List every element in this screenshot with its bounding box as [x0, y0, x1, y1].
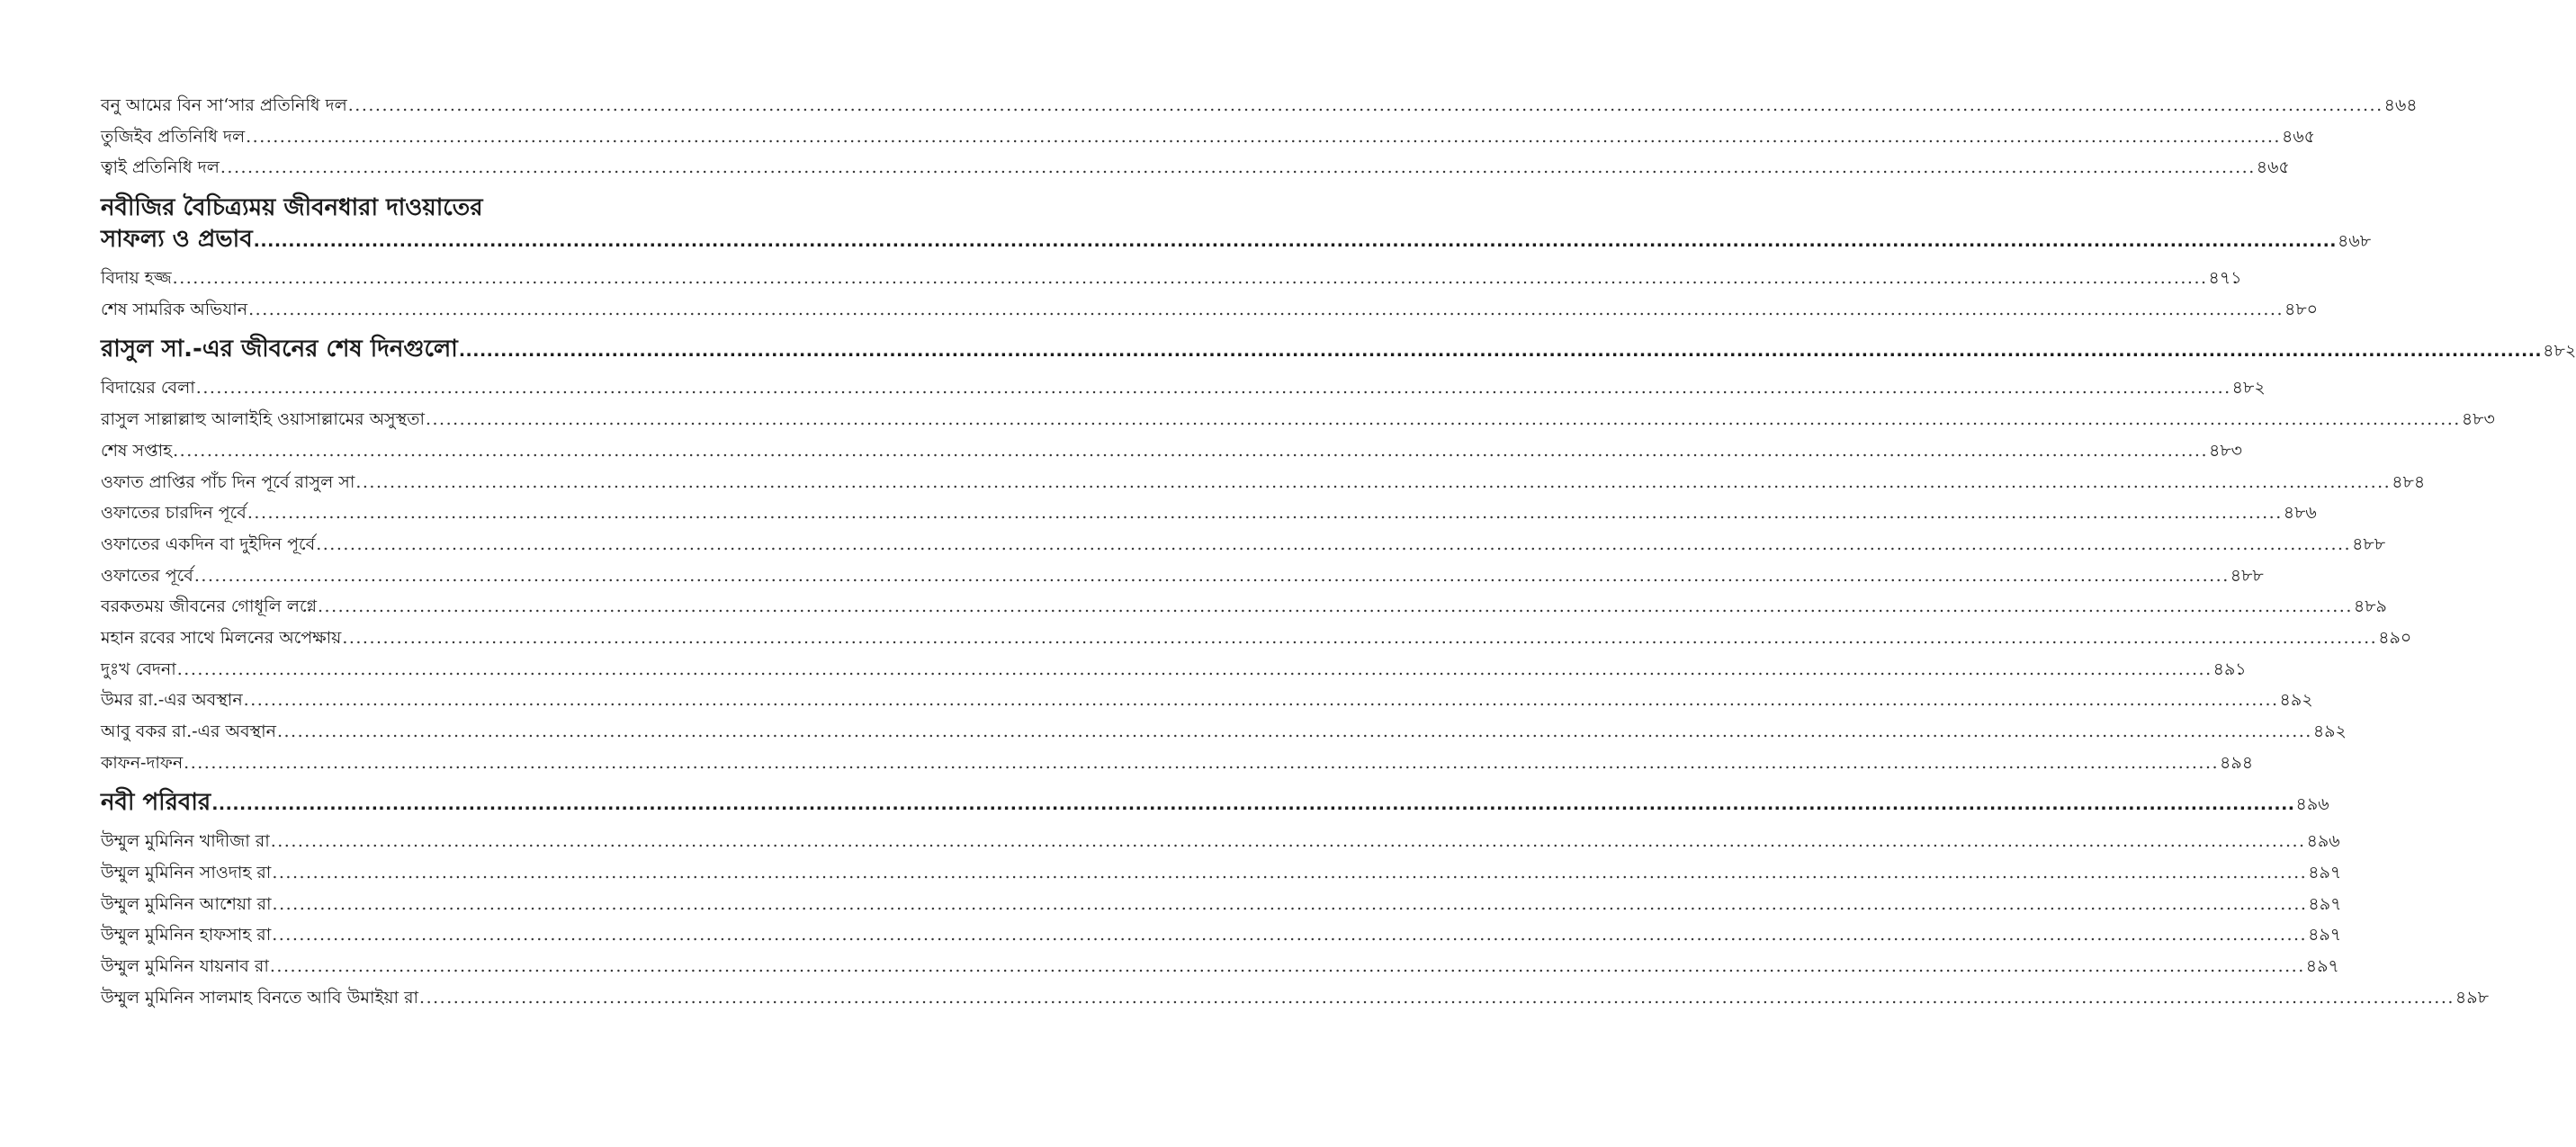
toc-entry[interactable]	[101, 982, 2489, 1014]
toc-entry[interactable]	[101, 919, 2342, 951]
toc-entry[interactable]	[101, 623, 2412, 654]
toc-entry-title: ওফাতের পূর্বে	[101, 565, 193, 586]
section-heading-title: রাসুল সা.-এর জীবনের শেষ দিনগুলো	[101, 336, 458, 363]
page-number: ৪৮৪	[2392, 471, 2426, 492]
dot-leader: ............................................................................................................................................................................................................................................................................................................	[176, 659, 2212, 679]
section-heading-title: সাফল্য ও প্রভাব	[101, 226, 253, 254]
toc-entry-title: দুঃখ বেদনা	[101, 659, 176, 679]
toc-entry-title: আবু বকর রা.-এর অবস্থান	[101, 721, 276, 741]
page-number: ৪৮৮	[2230, 565, 2264, 586]
section-heading-line: নবীজির বৈচিত্র্যময় জীবনধারা দাওয়াতের	[101, 194, 483, 222]
dot-leader: ............................................................................................................................................................................................................................................................................................................	[342, 627, 2378, 648]
dot-leader: ............................................................................................................................................................................................................................................................................................................	[419, 987, 2455, 1008]
page-number: ৪৭১	[2208, 268, 2242, 289]
dot-leader: ............................................................................................................................................................................................................................................................................................................	[270, 831, 2306, 852]
toc-entry-title: বিদায় হজ্জ	[101, 268, 172, 289]
dot-leader: ............................................................................................................................................................................................................................................................................................................	[220, 157, 2256, 178]
dot-leader: ............................................................................................................................................................................................................................................................................................................	[355, 471, 2392, 492]
page-number: ৪৯৭	[2308, 893, 2342, 914]
toc-entry-title: উমর রা.-এর অবস্থান	[101, 690, 243, 711]
page-number: ৪৬৮	[2338, 231, 2372, 252]
dot-leader: ............................................................................................................................................................................................................................................................................................................	[248, 299, 2284, 319]
toc-entry-title: উম্মুল মুমিনিন সালমাহ বিনতে আবি উমাইয়া রা	[101, 987, 419, 1008]
toc-entry-title: উম্মুল মুমিনিন সাওদাহ রা	[101, 863, 272, 883]
toc-entry[interactable]	[101, 560, 2264, 592]
toc-entry[interactable]	[101, 857, 2342, 889]
toc-entry[interactable]	[101, 591, 2387, 623]
toc-entry-title: উম্মুল মুমিনিন খাদীজা রা	[101, 831, 270, 852]
dot-leader: ............................................................................................................................................................................................................................................................................................................	[272, 925, 2308, 945]
page-number: ৪৯৮	[2455, 987, 2489, 1008]
toc-entry-title: ওফাতের একদিন বা দুইদিন পূর্বে	[101, 533, 316, 554]
page-number: ৪৬৫	[2256, 157, 2290, 178]
toc-entry-title: কাফন-দাফন	[101, 752, 184, 773]
dot-leader: ............................................................................................................................................................................................................................................................................................................	[272, 863, 2308, 883]
page-number: ৪৯৭	[2308, 863, 2342, 883]
page-number: ৪৮৯	[2353, 596, 2387, 617]
toc-entry[interactable]	[101, 294, 2319, 326]
toc-entry-title: শেষ সামরিক অভিযান	[101, 299, 248, 319]
toc-entry-title: বনু আমের বিন সা‘সার প্রতিনিধি দল	[101, 95, 347, 115]
toc-entry[interactable]	[101, 467, 2426, 498]
dot-leader: ............................................................................................................................................................................................................................................................................................................	[425, 409, 2461, 430]
dot-leader: ............................................................................................................................................................................................................................................................................................................	[253, 231, 2338, 252]
dot-leader: ............................................................................................................................................................................................................................................................................................................	[316, 533, 2352, 554]
dot-leader: ............................................................................................................................................................................................................................................................................................................	[269, 956, 2305, 977]
toc-entry[interactable]	[101, 372, 2266, 404]
toc-entry[interactable]	[101, 529, 2386, 560]
section-heading-title: নবী পরিবার	[101, 789, 211, 817]
dot-leader: ............................................................................................................................................................................................................................................................................................................	[184, 752, 2220, 773]
toc-entry-title: ওফাত প্রাপ্তির পাঁচ দিন পূর্বে রাসুল সা	[101, 471, 355, 492]
section-heading[interactable]	[101, 334, 2576, 365]
dot-leader: ............................................................................................................................................................................................................................................................................................................	[347, 95, 2383, 115]
toc-entry[interactable]	[101, 497, 2317, 529]
page-number: ৪৯৬	[2295, 794, 2329, 815]
page-number: ৪৯০	[2378, 627, 2412, 648]
toc-entry[interactable]	[101, 889, 2342, 920]
page-number: ৪৮৮	[2352, 533, 2386, 554]
dot-leader: ............................................................................................................................................................................................................................................................................................................	[195, 378, 2231, 399]
toc-entry-title: মহান রবের সাথে মিলনের অপেক্ষায়	[101, 627, 342, 648]
dot-leader: ............................................................................................................................................................................................................................................................................................................	[243, 690, 2279, 711]
toc-entry-title: ওফাতের চারদিন পূর্বে	[101, 503, 247, 524]
toc-entry-title: ত্বাই প্রতিনিধি দল	[101, 157, 220, 178]
page-number: ৪৮২	[2543, 341, 2576, 362]
toc-entry[interactable]	[101, 152, 2290, 184]
toc-entry-title: শেষ সপ্তাহ	[101, 440, 173, 461]
dot-leader: ............................................................................................................................................................................................................................................................................................................	[276, 721, 2312, 741]
toc-entry[interactable]	[101, 263, 2242, 294]
toc-entry[interactable]	[101, 748, 2254, 779]
toc-entry-title: উম্মুল মুমিনিন যায়নাব রা	[101, 956, 269, 977]
page-number: ৪৬৫	[2281, 126, 2315, 147]
toc-entry-title: বরকতময় জীবনের গোধূলি লগ্নে	[101, 596, 317, 617]
toc-entry[interactable]	[101, 90, 2418, 121]
toc-entry[interactable]	[101, 435, 2243, 467]
page-number: ৪৯২	[2279, 690, 2313, 711]
page-number: ৪৮৬	[2283, 503, 2317, 524]
table-of-contents	[101, 90, 2576, 1014]
toc-entry-title: উম্মুল মুমিনিন হাফসাহ রা	[101, 925, 272, 945]
dot-leader: ............................................................................................................................................................................................................................................................................................................	[172, 268, 2208, 289]
toc-entry[interactable]	[101, 121, 2315, 153]
page-number: ৪৯২	[2312, 721, 2347, 741]
page-number: ৪৯৬	[2306, 831, 2340, 852]
toc-entry-title: তুজিইব প্রতিনিধি দল	[101, 126, 246, 147]
toc-entry[interactable]	[101, 654, 2247, 686]
page-number: ৪৯৪	[2220, 752, 2254, 773]
page-number: ৪৮২	[2231, 378, 2266, 399]
dot-leader: ............................................................................................................................................................................................................................................................................................................	[211, 794, 2295, 815]
page-number: ৪৯৭	[2308, 925, 2342, 945]
dot-leader: ............................................................................................................................................................................................................................................................................................................	[272, 893, 2308, 914]
toc-entry-title: বিদায়ের বেলা	[101, 378, 195, 399]
page-number: ৪৯১	[2212, 659, 2247, 679]
toc-entry-title: রাসুল সাল্লাল্লাহু আলাইহি ওয়াসাল্লামের অসুস্থতা	[101, 409, 425, 430]
toc-entry[interactable]	[101, 826, 2340, 857]
toc-entry[interactable]	[101, 404, 2495, 435]
page-number: ৪৮০	[2284, 299, 2319, 319]
dot-leader: ............................................................................................................................................................................................................................................................................................................	[173, 440, 2208, 461]
section-heading[interactable]	[101, 193, 2372, 255]
dot-leader: ............................................................................................................................................................................................................................................................................................................	[458, 341, 2543, 362]
toc-entry[interactable]	[101, 685, 2313, 716]
page-number: ৪৮৩	[2461, 409, 2495, 430]
page-number: ৪৯৭	[2305, 956, 2339, 977]
dot-leader: ............................................................................................................................................................................................................................................................................................................	[246, 126, 2281, 147]
page-number: ৪৬৪	[2383, 95, 2418, 115]
toc-entry[interactable]	[101, 716, 2347, 748]
dot-leader: ............................................................................................................................................................................................................................................................................................................	[318, 596, 2353, 617]
section-heading[interactable]	[101, 787, 2329, 819]
dot-leader: ............................................................................................................................................................................................................................................................................................................	[247, 503, 2283, 524]
toc-entry-title: উম্মুল মুমিনিন আশেয়া রা	[101, 893, 272, 914]
page-number: ৪৮৩	[2209, 440, 2243, 461]
dot-leader: ............................................................................................................................................................................................................................................................................................................	[193, 565, 2230, 586]
toc-entry[interactable]	[101, 951, 2339, 982]
